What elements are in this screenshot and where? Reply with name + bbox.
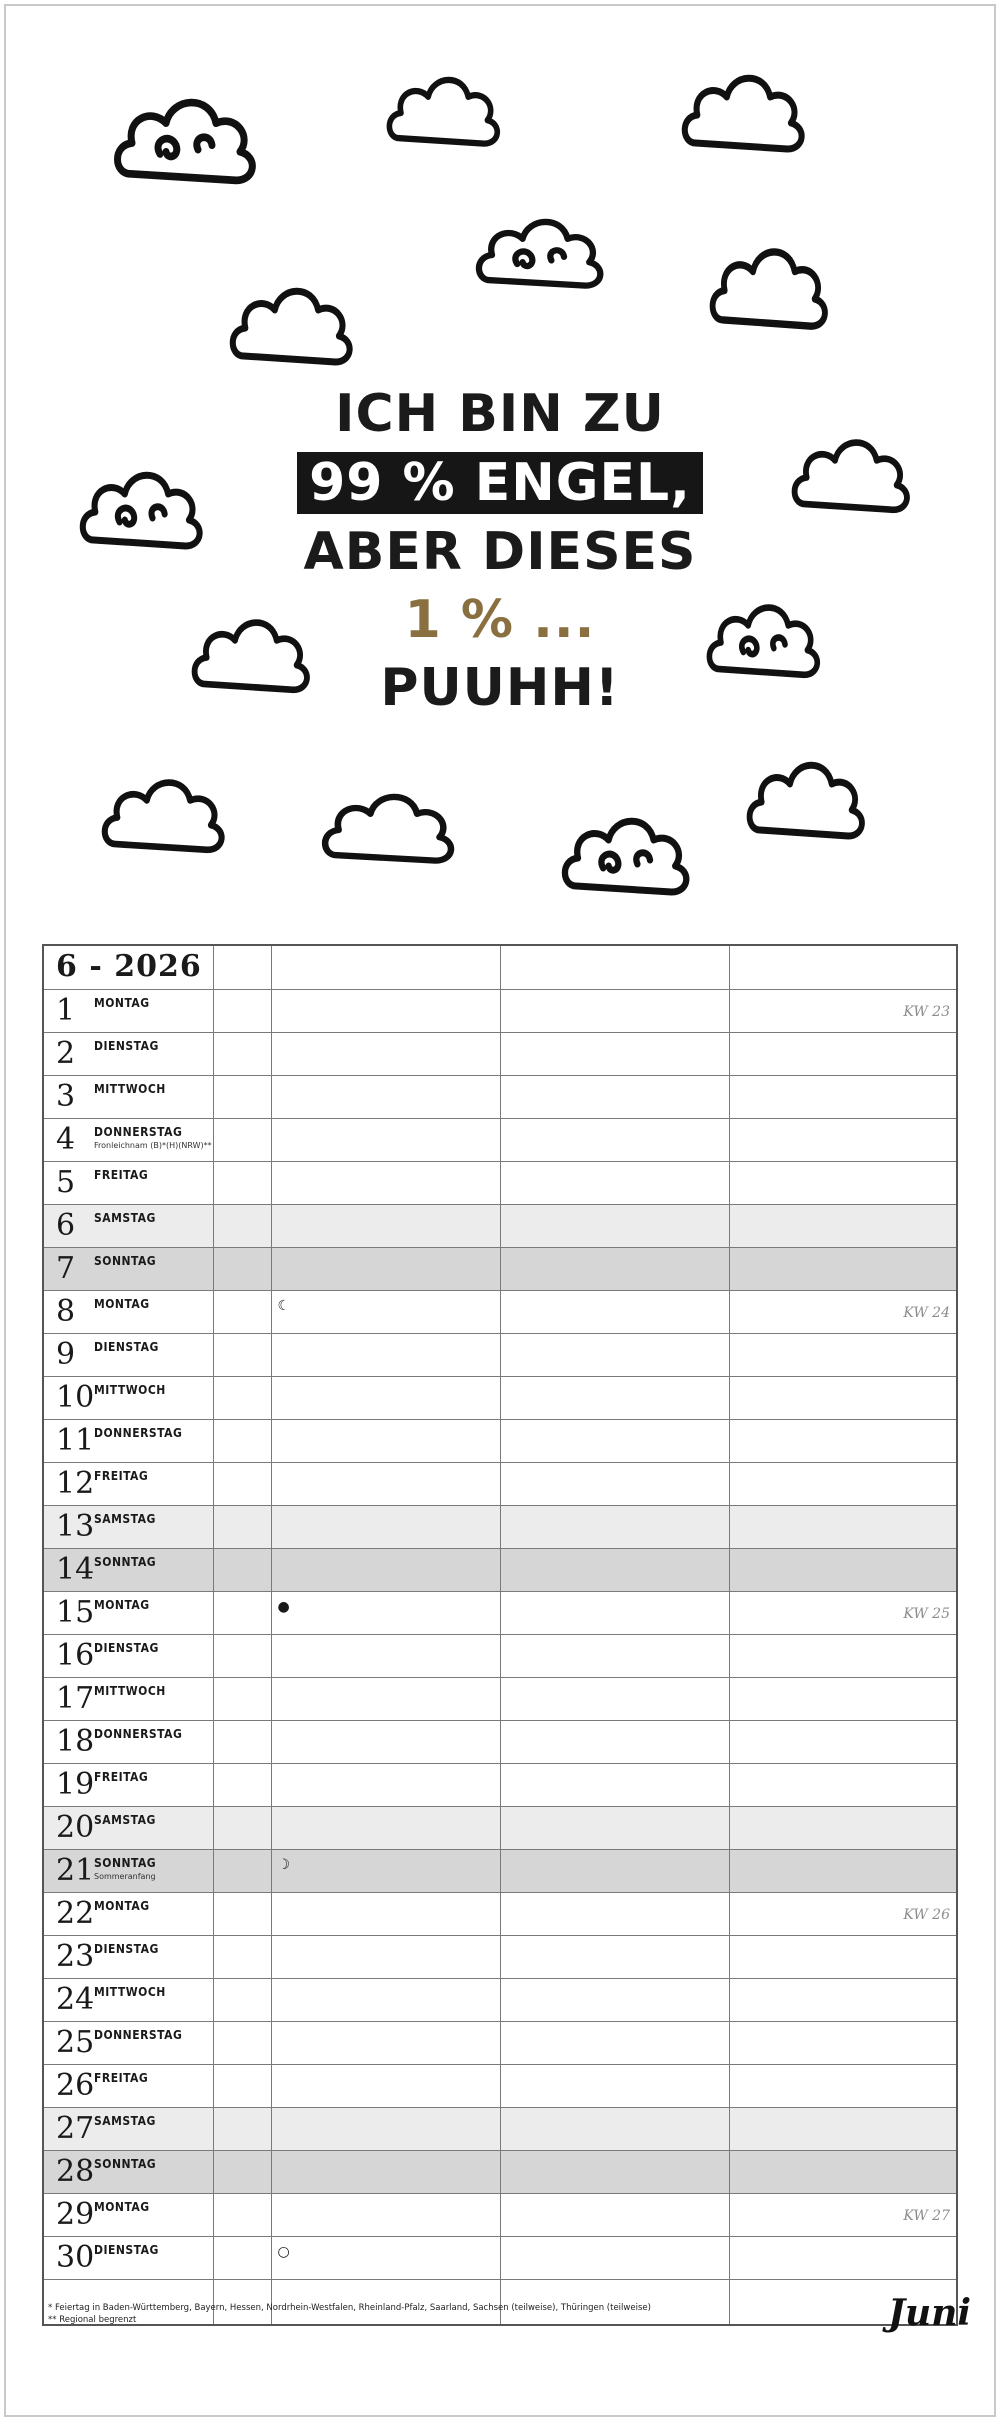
calendar-day-row [43,1420,957,1463]
weekday-name: DIENSTAG [94,1340,159,1354]
day-number: 1 [56,993,76,1028]
calendar-day-row [43,1850,957,1893]
cloud-icon [708,238,833,343]
cloud-icon [112,88,262,198]
calendar-day-row [43,1463,957,1506]
calendar-day-row [43,2194,957,2237]
calendar-grid [42,944,958,2326]
day-number: 16 [56,1638,95,1673]
weekday-name: MONTAG [94,2200,150,2214]
day-number: 10 [56,1380,95,1415]
day-number: 28 [56,2154,95,2189]
calendar-day-row [43,1807,957,1850]
day-number: 22 [56,1896,95,1931]
cloud-icon [385,68,505,158]
day-number: 17 [56,1681,95,1716]
weekday-name: SONNTAG [94,1254,157,1268]
calendar-day-row [43,990,957,1033]
weekday-name: DIENSTAG [94,1039,159,1053]
calendar-day-row [43,2108,957,2151]
weekday-name: DIENSTAG [94,1641,159,1655]
calendar-day-row [43,1377,957,1420]
weekday-name: MITTWOCH [94,1684,166,1698]
weekday-name: DONNERSTAG [94,1426,183,1440]
day-number: 20 [56,1810,95,1845]
quote-line-2-highlight: 99 % ENGEL, [297,452,703,514]
day-number: 5 [56,1165,76,1200]
day-number: 3 [56,1079,76,1114]
weekday-name: DONNERSTAG [94,1125,183,1139]
calendar-day-row [43,1721,957,1764]
weekday-name: SONNTAG [94,1856,157,1870]
day-number: 19 [56,1767,95,1802]
calendar-week-label: KW 24 [903,1305,950,1321]
quote-line-4: 1 % ... [404,590,596,650]
weekday-name: MITTWOCH [94,1985,166,1999]
day-number: 15 [56,1595,95,1630]
day-number: 2 [56,1036,76,1071]
day-number: 30 [56,2240,95,2275]
calendar-day-row [43,1033,957,1076]
weekday-name: SAMSTAG [94,1813,156,1827]
cloud-icon [78,462,208,562]
footnotes [48,2302,651,2326]
weekday-name: DIENSTAG [94,1942,159,1956]
calendar-day-row [43,1205,957,1248]
footnote-holiday: * Feiertag in Baden-Württemberg, Bayern, Hessen, Nordrhein-Westfalen, Rheinland-Pfalz, Saarland, Sachsen (teilweise), Thüringen (teilweise) [48,2303,651,2313]
calendar-day-row [43,1291,957,1334]
calendar-day-row [43,2065,957,2108]
calendar-week-label: KW 27 [903,2208,950,2224]
calendar-day-row [43,1076,957,1119]
day-note: Fronleichnam (B)*(H)(NRW)** [94,1141,212,1150]
day-number: 27 [56,2111,95,2146]
day-number: 26 [56,2068,95,2103]
weekday-name: SONNTAG [94,1555,157,1569]
quote-line-1: ICH BIN ZU [335,384,665,444]
weekday-name: MITTWOCH [94,1383,166,1397]
quote-line-3: ABER DIESES [303,522,697,582]
calendar-day-row [43,1506,957,1549]
footnote-regional: ** Regional begrenzt [48,2315,137,2325]
cloud-icon [100,770,230,865]
cloud-icon [560,808,695,908]
weekday-name: DONNERSTAG [94,1727,183,1741]
month-year-title: 6 - 2026 [56,949,202,984]
calendar-day-row [43,1248,957,1291]
moon-phase-icon: ☽ [277,1857,291,1873]
weekday-name: SONNTAG [94,2157,157,2171]
day-number: 4 [56,1122,76,1157]
day-number: 12 [56,1466,95,1501]
day-number: 18 [56,1724,95,1759]
weekday-name: SAMSTAG [94,1211,156,1225]
day-number: 11 [56,1423,95,1458]
weekday-name: FREITAG [94,1168,149,1182]
calendar-day-row [43,1678,957,1721]
weekday-name: SAMSTAG [94,1512,156,1526]
weekday-name: FREITAG [94,1770,149,1784]
quote-line-5: PUUHH! [380,658,620,718]
calendar-day-row [43,1979,957,2022]
day-number: 23 [56,1939,95,1974]
cloud-icon [474,210,609,300]
day-number: 8 [56,1294,76,1329]
calendar-day-row [43,1635,957,1678]
calendar-day-row [43,1119,957,1162]
calendar-day-row [43,1764,957,1807]
weekday-name: DONNERSTAG [94,2028,183,2042]
calendar-day-row [43,2022,957,2065]
day-number: 25 [56,2025,95,2060]
day-note: Sommeranfang [94,1872,156,1881]
calendar-day-row [43,1592,957,1635]
weekday-name: MONTAG [94,1598,150,1612]
day-number: 14 [56,1552,95,1587]
moon-phase-icon: ● [277,1599,290,1615]
day-number: 24 [56,1982,95,2017]
weekday-name: MONTAG [94,1899,150,1913]
moon-phase-icon: ○ [277,2244,290,2260]
calendar-day-row [43,2237,957,2280]
cloud-icon [680,65,810,165]
cloud-icon [228,278,358,378]
calendar-week-label: KW 23 [903,1004,950,1020]
weekday-name: MONTAG [94,1297,150,1311]
weekday-name: FREITAG [94,1469,149,1483]
weekday-name: MITTWOCH [94,1082,166,1096]
calendar-day-row [43,1549,957,1592]
moon-phase-icon: ☾ [277,1298,291,1314]
weekday-name: FREITAG [94,2071,149,2085]
day-number: 29 [56,2197,95,2232]
calendar-day-row [43,1893,957,1936]
day-number: 7 [56,1251,76,1286]
weekday-name: DIENSTAG [94,2243,159,2257]
calendar-day-row [43,2151,957,2194]
calendar-day-row [43,1162,957,1205]
cloud-icon [320,785,460,875]
weekday-name: SAMSTAG [94,2114,156,2128]
day-number: 9 [56,1337,76,1372]
brand-logo: Juni [888,2292,972,2334]
cloud-icon [745,752,870,852]
weekday-name: MONTAG [94,996,150,1010]
day-number: 21 [56,1853,95,1888]
day-number: 13 [56,1509,95,1544]
day-number: 6 [56,1208,76,1243]
calendar-week-label: KW 25 [903,1606,950,1622]
calendar-week-label: KW 26 [903,1907,950,1923]
cloud-icon [790,430,915,525]
calendar-day-row [43,1334,957,1377]
calendar-day-row [43,1936,957,1979]
quote-block [250,380,750,722]
